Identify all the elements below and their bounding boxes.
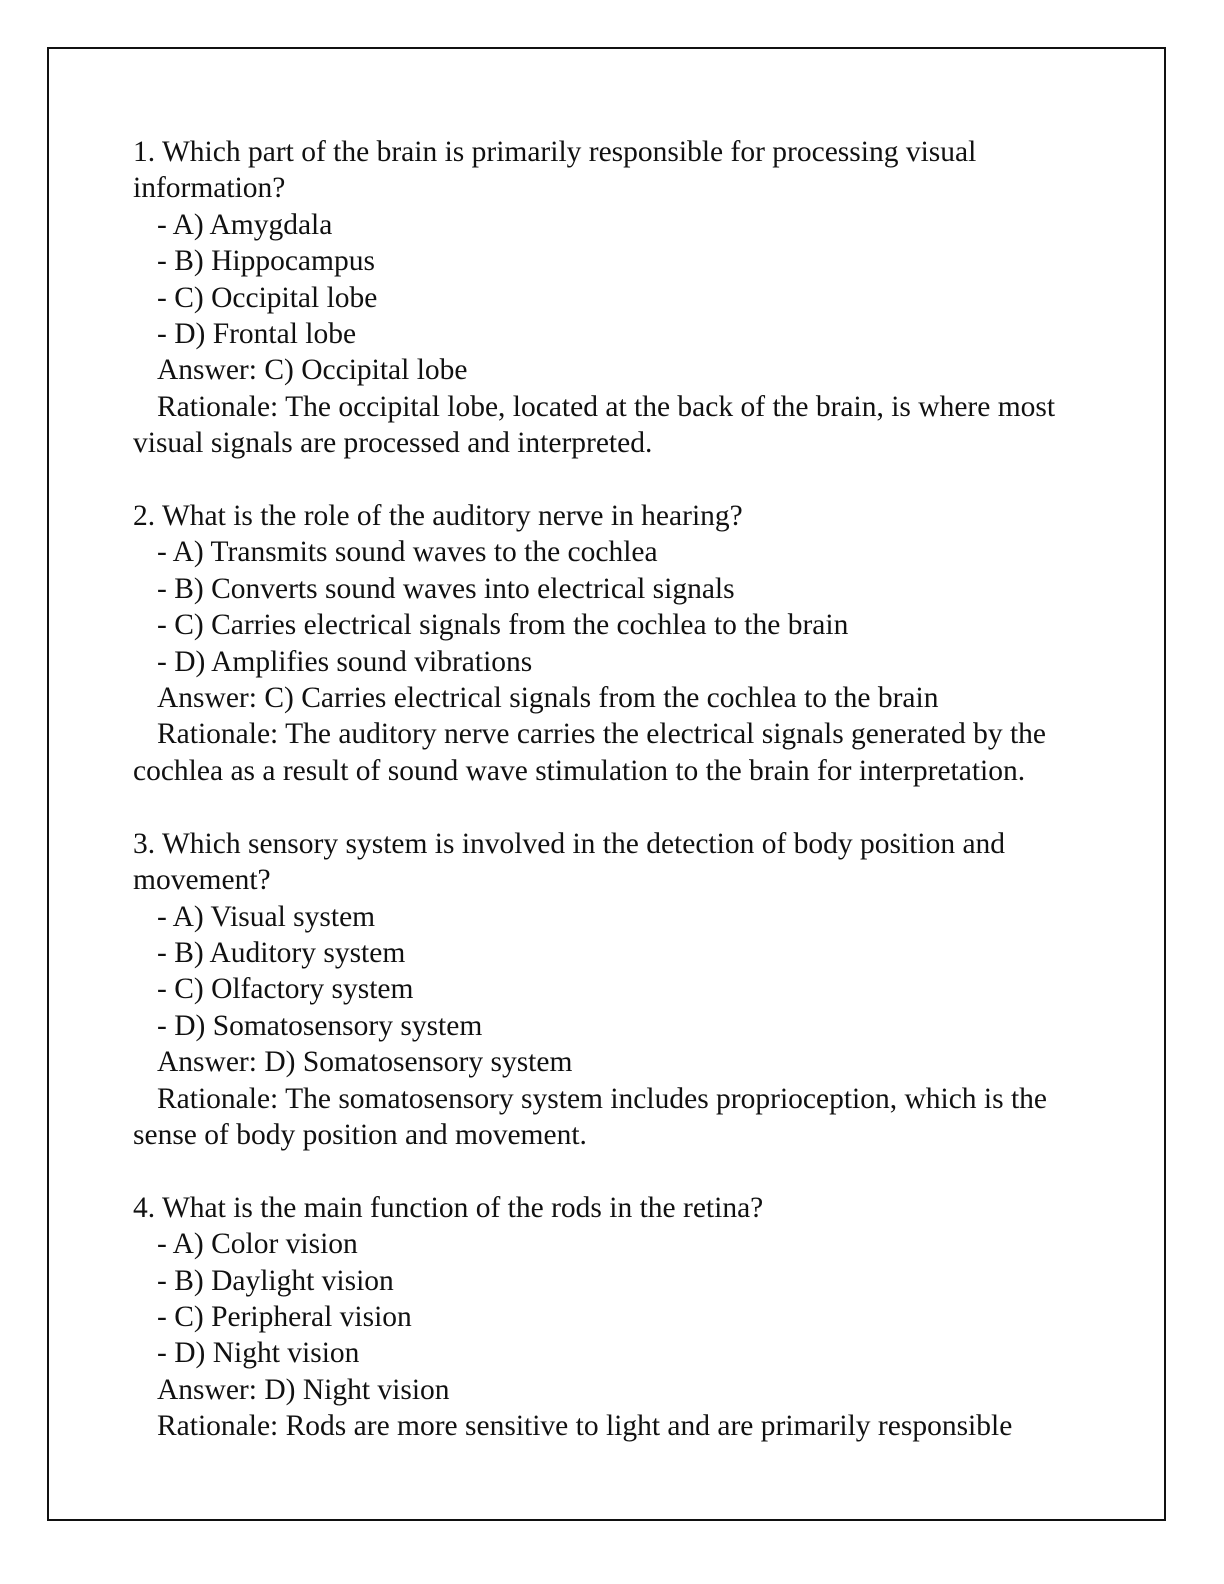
answer: Answer: D) Night vision (157, 1373, 450, 1406)
option-b: - B) Converts sound waves into electrical signals (157, 572, 735, 605)
option-b: - B) Hippocampus (157, 245, 375, 278)
question-stem: 1. Which part of the brain is primarily responsible for processing visual information? (133, 136, 984, 205)
question-3 (133, 826, 1093, 1154)
rationale: Rationale: The auditory nerve carries the electrical signals generated by the cochlea as a result of sound wave stimulation to the brain for interpretation. (133, 718, 1054, 787)
question-stem: 3. Which sensory system is involved in the detection of body position and movement? (133, 827, 1013, 897)
rationale: Rationale: The occipital lobe, located at the back of the brain, is where most visual signals are processed and interpreted. (133, 390, 1063, 460)
option-b: - B) Daylight vision (157, 1264, 394, 1297)
option-d: - D) Frontal lobe (157, 318, 357, 351)
option-a: - A) Transmits sound waves to the cochlea (157, 536, 658, 569)
option-c: - C) Olfactory system (157, 973, 414, 1006)
answer: Answer: D) Somatosensory system (157, 1046, 573, 1079)
option-b: - B) Auditory system (157, 936, 406, 969)
question-stem: 4. What is the main function of the rods in the retina? (133, 1191, 764, 1224)
option-d: - D) Amplifies sound vibrations (157, 645, 533, 678)
option-a: - A) Color vision (157, 1228, 358, 1261)
option-d: - D) Night vision (157, 1337, 360, 1370)
rationale: Rationale: Rods are more sensitive to light and are primarily responsible (157, 1410, 1013, 1443)
option-d: - D) Somatosensory system (157, 1009, 483, 1042)
answer: Answer: C) Occipital lobe (157, 354, 468, 387)
option-c: - C) Carries electrical signals from the cochlea to the brain (157, 609, 849, 642)
document-body (133, 134, 1093, 1481)
option-c: - C) Occipital lobe (157, 281, 378, 314)
question-stem: 2. What is the role of the auditory nerve in hearing? (133, 500, 743, 533)
rationale: Rationale: The somatosensory system includes proprioception, which is the sense of body position and movement. (133, 1082, 1055, 1151)
answer: Answer: C) Carries electrical signals from the cochlea to the brain (157, 682, 939, 715)
option-c: - C) Peripheral vision (157, 1300, 412, 1333)
option-a: - A) Amygdala (157, 208, 333, 241)
question-4 (133, 1190, 1093, 1445)
question-2 (133, 498, 1093, 789)
question-1 (133, 134, 1093, 462)
option-a: - A) Visual system (157, 900, 376, 933)
